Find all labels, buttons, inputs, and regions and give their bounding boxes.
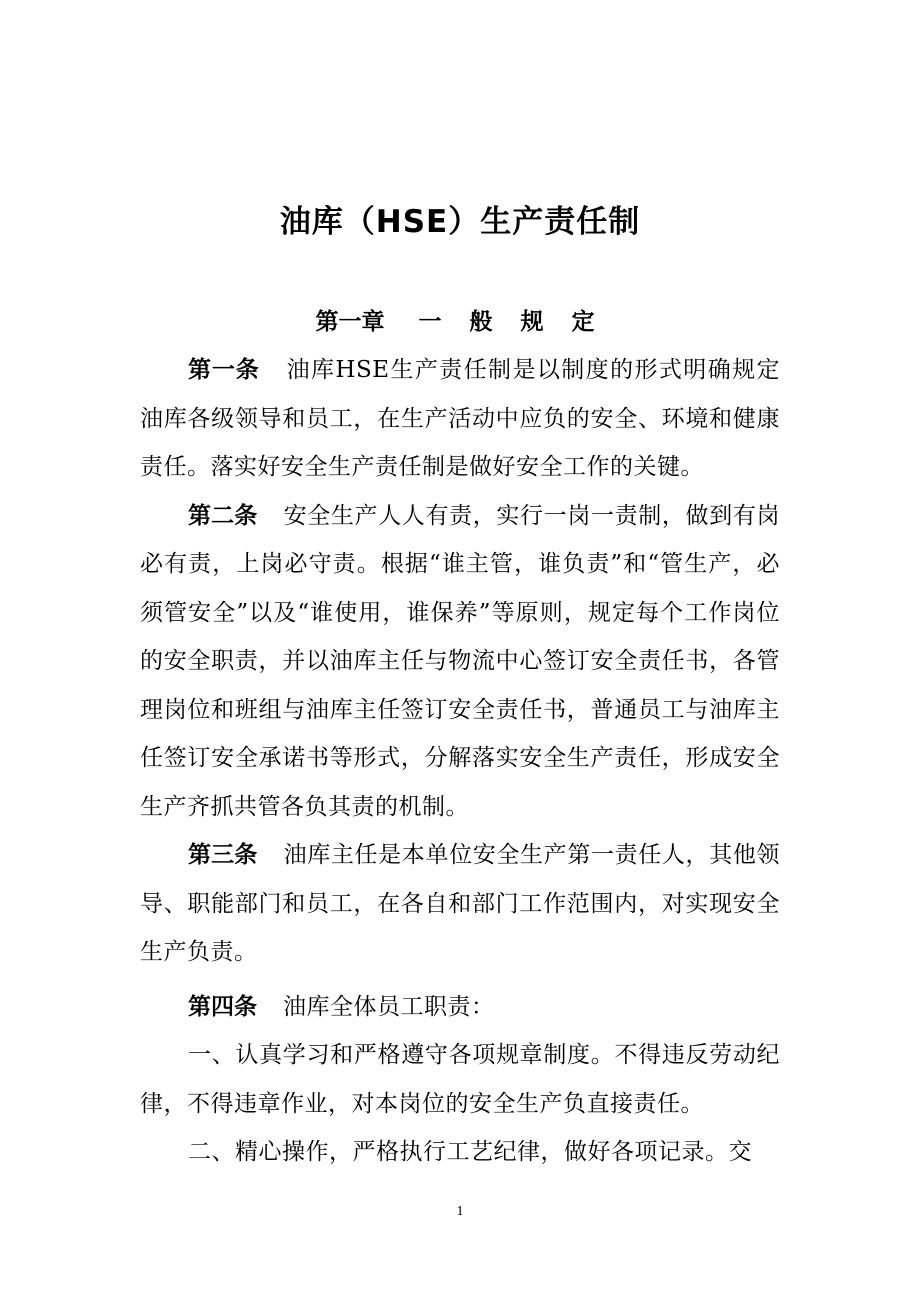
chapter-heading [0, 300, 920, 344]
list-item-2: 二、精心操作，严格执行工艺纪律，做好各项记录。交 [188, 1139, 752, 1165]
article-label: 第一条 [188, 357, 260, 383]
article-text: 安全生产人人有责，实行一岗一责制，做到有岗必有责，上岗必守责。根据“谁主管，谁负责”和“管生产，必须管安全”以及“谁使用，谁保养”等原则，规定每个工作岗位的安全职责，并以油库主任与物流中心签订安全责任书，各管理岗位和班组与油库主任签订安全责任书，普通员工与油库主任签订安全承诺书等形式，分解落实安全生产责任，形成安全生产齐抓共管各负其责的机制。 [140, 502, 780, 820]
page-number: 1 [456, 1204, 464, 1219]
chapter-number: 第一章 [315, 309, 385, 335]
chapter-name: 一 般 规 定 [418, 309, 605, 335]
article-text: 油库全体员工职责： [283, 993, 495, 1020]
article-label: 第四条 [188, 993, 257, 1020]
article-2 [140, 492, 780, 832]
article-1 [140, 346, 780, 492]
document-title: 油库（HSE）生产责任制 [279, 204, 641, 240]
article-text: 油库HSE生产责任制是以制度的形式明确规定油库各级领导和员工，在生产活动中应负的安全、环境和健康责任。落实好安全生产责任制是做好安全工作的关键。 [140, 357, 781, 480]
article-4 [140, 983, 780, 1032]
article-3 [140, 831, 780, 977]
list-item-1: 一、认真学习和严格遵守各项规章制度。不得违反劳动纪律，不得违章作业，对本岗位的安全生产负直接责任。 [140, 1042, 780, 1117]
article-text: 油库主任是本单位安全生产第一责任人，其他领导、职能部门和员工，在各自和部门工作范围内，对实现安全生产负责。 [140, 842, 780, 965]
article-label: 第二条 [188, 502, 258, 529]
document-body [140, 346, 780, 1177]
article-label: 第三条 [188, 842, 258, 868]
